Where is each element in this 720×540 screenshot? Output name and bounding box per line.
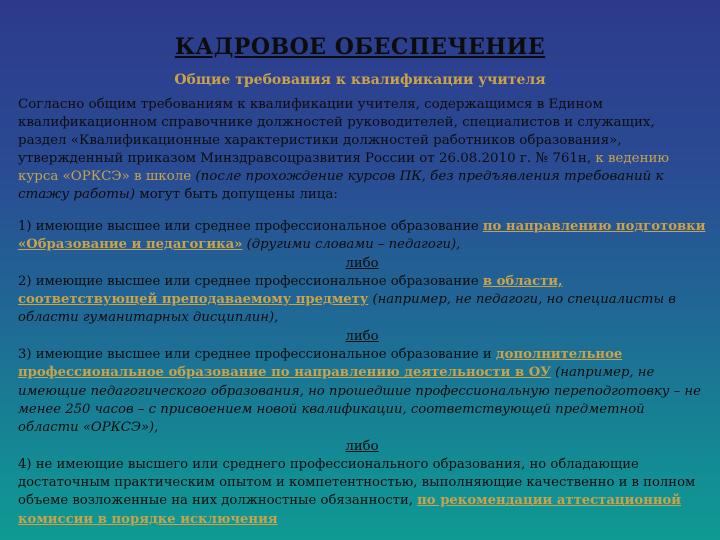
item-text: 3) имеющие высшее или среднее профессиональное образование и [18, 347, 496, 363]
item-highlight: по рекомендации аттестационной комиссии [18, 493, 682, 527]
item-highlight: по направлению подготовки «Образование и педагогика» [18, 219, 706, 253]
slide-title: КАДРОВОЕ ОБЕСПЕЧЕНИЕ [174, 34, 546, 60]
item-highlight: дополнительное профессиональное образование по направлению деятельности в ОУ [18, 347, 623, 381]
item-highlight: в области, соответствующей преподаваемому предмету [18, 273, 563, 308]
item-note: в порядке исключения [93, 511, 278, 527]
item-text: 4) не имеющие высшего или среднего профессионального образования, но обладающие достаточным практическим опытом и компетентностью, выполняющие качественно и в полном объеме возложенные на них должностные обязанности, [18, 456, 696, 509]
item-text: 2) имеющие высшее или среднее профессиональное образование [18, 273, 483, 289]
either-separator: либо [345, 328, 379, 344]
list-item [18, 346, 706, 437]
item-note: (например, не имеющие педагогического образования, но прошедшие профессиональную переподготовку – не менее 250 часов – с присвоением новой квалификации, соответствующей предметной области «ОРКСЭ»), [18, 365, 701, 436]
either-separator: либо [345, 438, 379, 454]
intro-accent: к ведению курса «ОРКСЭ» в школе [18, 151, 670, 184]
intro-text: Согласно общим требованиям к квалификации учителя, содержащимся в Едином квалификационном справочнике должностей руководителей, специалистов и служащих, раздел «Квалификационные характеристики должностей работников образования», утвержденный приказом Минздравсоцразвития России от 26.08.2010 г. № 761н, [18, 97, 655, 166]
requirements-list [18, 218, 706, 529]
either-separator: либо [345, 255, 379, 271]
slide-subtitle: Общие требования к квалификации учителя [174, 72, 546, 88]
list-item [18, 456, 706, 529]
item-note: (например, не педагоги, но специалисты в области гуманитарных дисциплин), [18, 292, 676, 326]
list-item [18, 273, 706, 328]
item-note: (другими словами – педагоги), [242, 237, 461, 253]
item-text: 1) имеющие высшее или среднее профессиональное образование [18, 219, 483, 234]
intro-italic: (после прохождение курсов ПК, без предъявления требований к стажу работы) [18, 169, 664, 202]
intro-paragraph [18, 96, 704, 204]
intro-ending: могут быть допущены лица: [135, 187, 338, 202]
list-item [18, 218, 706, 255]
